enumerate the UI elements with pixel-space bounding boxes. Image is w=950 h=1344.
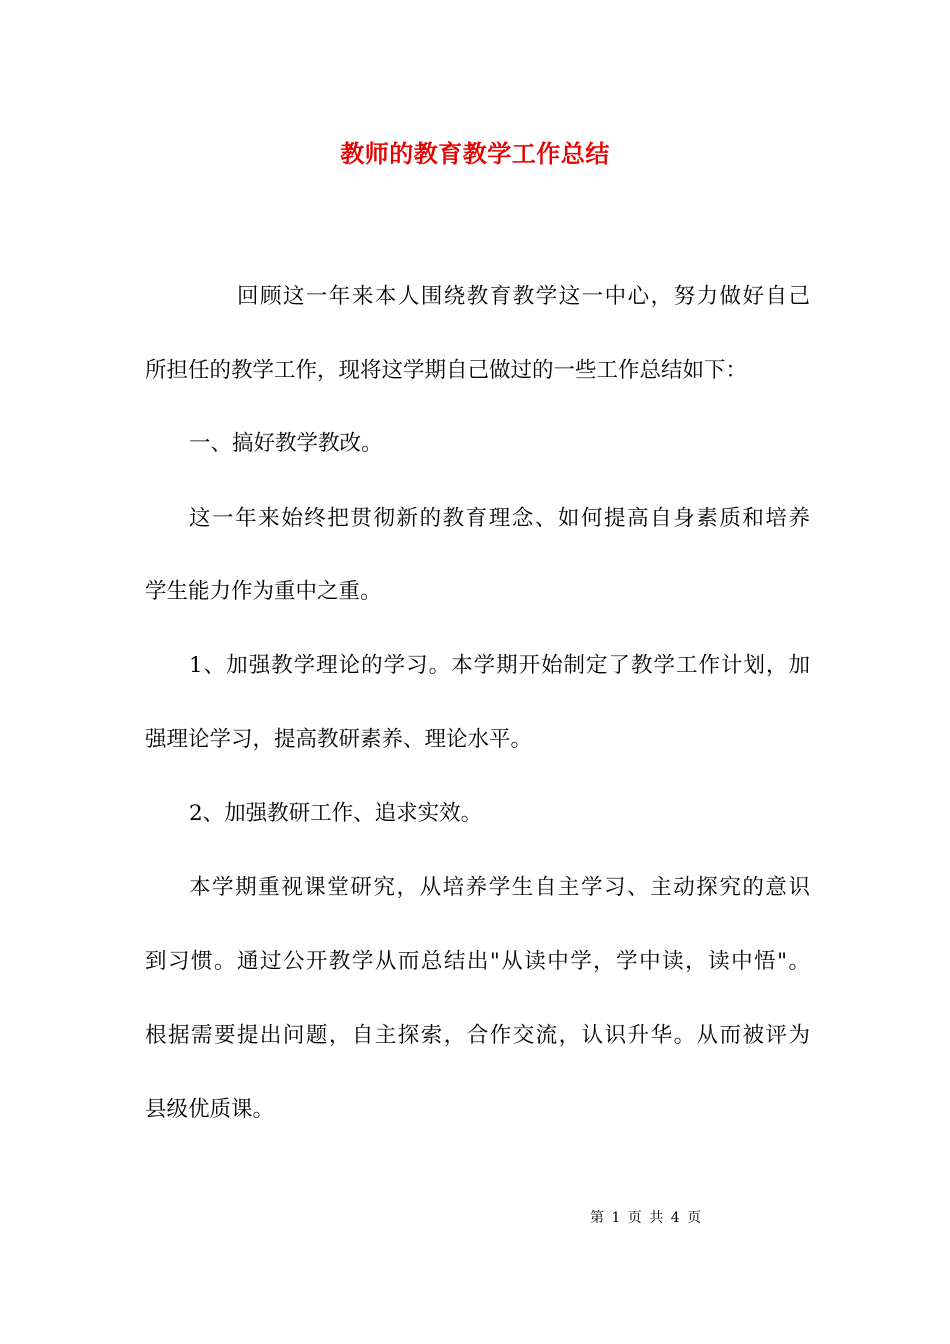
paragraph-line: 所担任的教学工作，现将这学期自己做过的一些工作总结如下： — [145, 358, 748, 383]
paragraph-line: 县级优质课。 — [145, 1097, 275, 1122]
paragraph-line: 根据需要提出问题，自主探索，合作交流，认识升华。从而被评为 — [145, 1023, 810, 1048]
paragraph-line: 1、加强教学理论的学习。本学期开始制定了教学工作计划，加 — [189, 653, 810, 678]
document-title: 教师的教育教学工作总结 — [340, 139, 610, 168]
page-number-footer: 第 1 页 共 4 页 — [590, 1210, 702, 1226]
paragraph-line: 到习惯。通过公开教学从而总结出"从读中学，学中读，读中悟"。 — [145, 949, 810, 974]
paragraph-line: 强理论学习，提高教研素养、理论水平。 — [145, 727, 533, 752]
paragraph-line: 回顾这一年来本人围绕教育教学这一中心，努力做好自己 — [237, 284, 810, 309]
paragraph-line: 这一年来始终把贯彻新的教育理念、如何提高自身素质和培养 — [189, 506, 810, 531]
subsection-heading: 2、加强教研工作、追求实效。 — [189, 801, 483, 826]
paragraph-line: 本学期重视课堂研究，从培养学生自主学习、主动探究的意识 — [189, 875, 810, 900]
paragraph-line: 学生能力作为重中之重。 — [145, 579, 382, 604]
section-heading: 一、搞好教学教改。 — [189, 431, 383, 456]
